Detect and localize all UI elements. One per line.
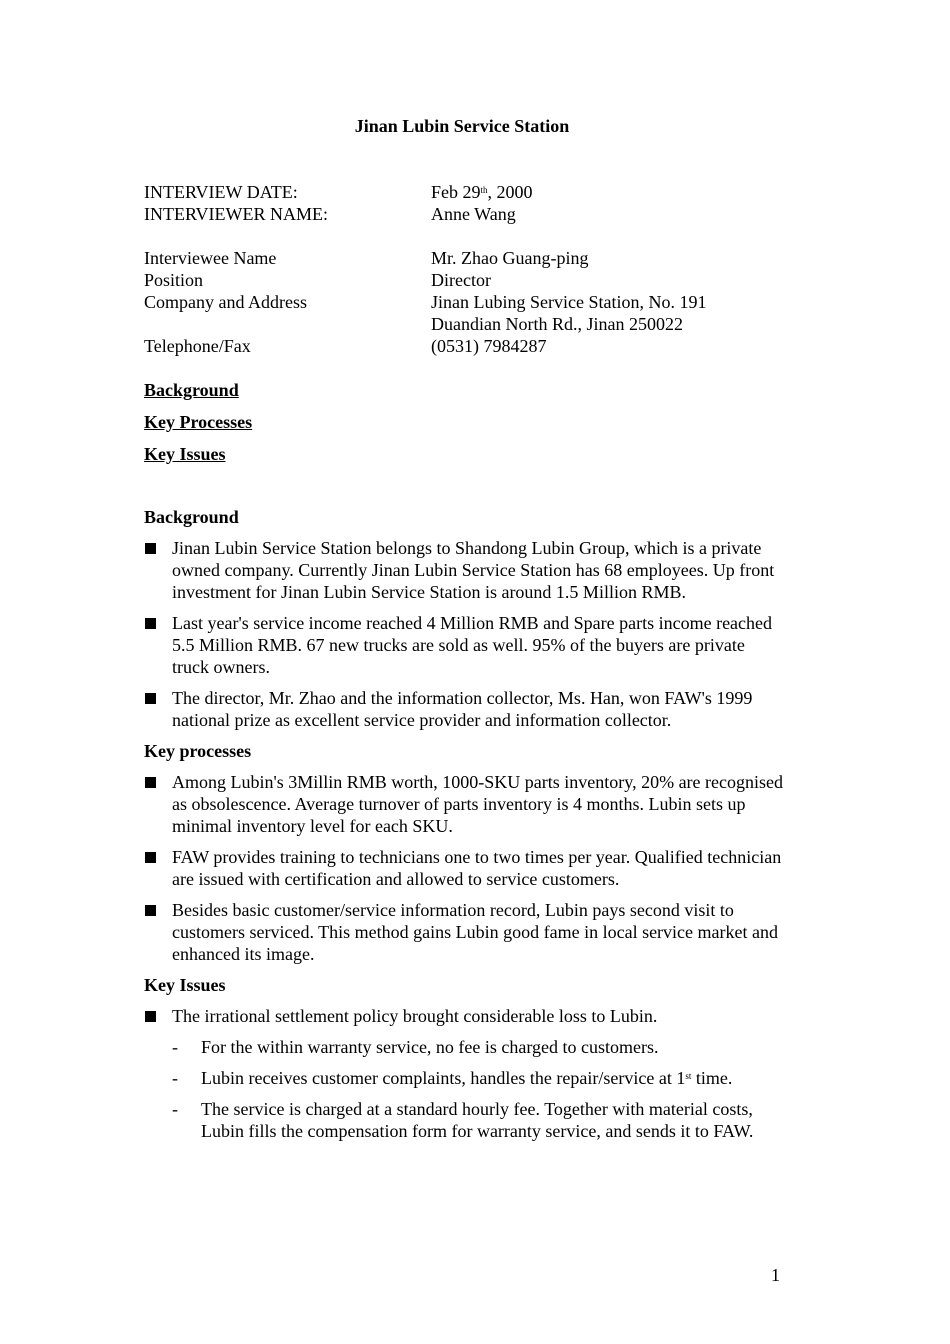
interviewee-name-value: Mr. Zhao Guang-ping [431,248,589,268]
key-processes-heading: Key processes [144,741,252,761]
document-title: Jinan Lubin Service Station [354,116,570,136]
list-item: Last year's service income reached 4 Million RMB and Spare parts income reached 5.5 Million RMB. 67 new trucks are sold as well. 95% of the buyers are private truck owners. [144,612,784,678]
sub-list-item: - For the within warranty service, no fee is charged to customers. [172,1037,659,1057]
phone-value: (0531) 7984287 [431,336,547,356]
key-issues-heading: Key Issues [144,975,226,995]
dash-bullet-icon: - [172,1037,178,1057]
interviewer-label: INTERVIEWER NAME: [144,204,329,224]
square-bullet-icon [145,1011,156,1022]
position-label: Position [144,270,204,290]
toc-link-key-issues[interactable]: Key Issues [144,444,226,464]
interview-date-label: INTERVIEW DATE: [144,182,298,202]
position-value: Director [431,270,491,290]
sub-list-item: - The service is charged at a standard hourly fee. Together with material costs, Lubin fills the compensation form for warranty service, and sends it to FAW. [172,1099,754,1141]
dash-bullet-icon: - [172,1099,178,1119]
interviewer-value: Anne Wang [431,204,516,224]
interview-info [144,181,784,225]
background-heading: Background [144,507,239,527]
square-bullet-icon [145,777,156,788]
sub-list-item: - Lubin receives customer complaints, handles the repair/service at 1st time. [172,1068,733,1088]
interview-date-value: Feb 29th, 2000 [431,182,533,202]
list-item: The director, Mr. Zhao and the information collector, Ms. Han, won FAW's 1999 national prize as excellent service provider and information collector. [144,687,784,731]
square-bullet-icon [145,852,156,863]
list-item: Besides basic customer/service information record, Lubin pays second visit to customers serviced. This method gains Lubin good fame in local service market and enhanced its image. [144,899,784,965]
square-bullet-icon [145,618,156,629]
phone-label: Telephone/Fax [144,336,251,356]
toc-link-key-processes[interactable]: Key Processes [144,412,253,432]
company-value: Jinan Lubing Service Station, No. 191 Duandian North Rd., Jinan 250022 [431,292,707,334]
background-section [144,506,784,1142]
list-item: Among Lubin's 3Millin RMB worth, 1000-SKU parts inventory, 20% are recognised as obsolescence. Average turnover of parts inventory is 4 months. Lubin sets up minimal inventory level for each SKU. [144,771,784,837]
list-item: Jinan Lubin Service Station belongs to Shandong Lubin Group, which is a private owned company. Currently Jinan Lubin Service Station has 68 employees. Up front investment for Jinan Lubin Service Station is around 1.5 Million RMB. [144,537,784,603]
company-label: Company and Address [144,292,307,312]
toc-link-background[interactable]: Background [144,380,239,400]
square-bullet-icon [145,905,156,916]
square-bullet-icon [145,693,156,704]
list-item: FAW provides training to technicians one to two times per year. Qualified technician are issued with certification and allowed to service customers. [144,846,784,890]
page-number: 1 [771,1265,780,1285]
square-bullet-icon [145,543,156,554]
list-item: The irrational settlement policy brought considerable loss to Lubin. [144,1005,784,1027]
interviewee-name-label: Interviewee Name [144,248,277,268]
interviewee-info [144,247,784,357]
dash-bullet-icon: - [172,1068,178,1088]
